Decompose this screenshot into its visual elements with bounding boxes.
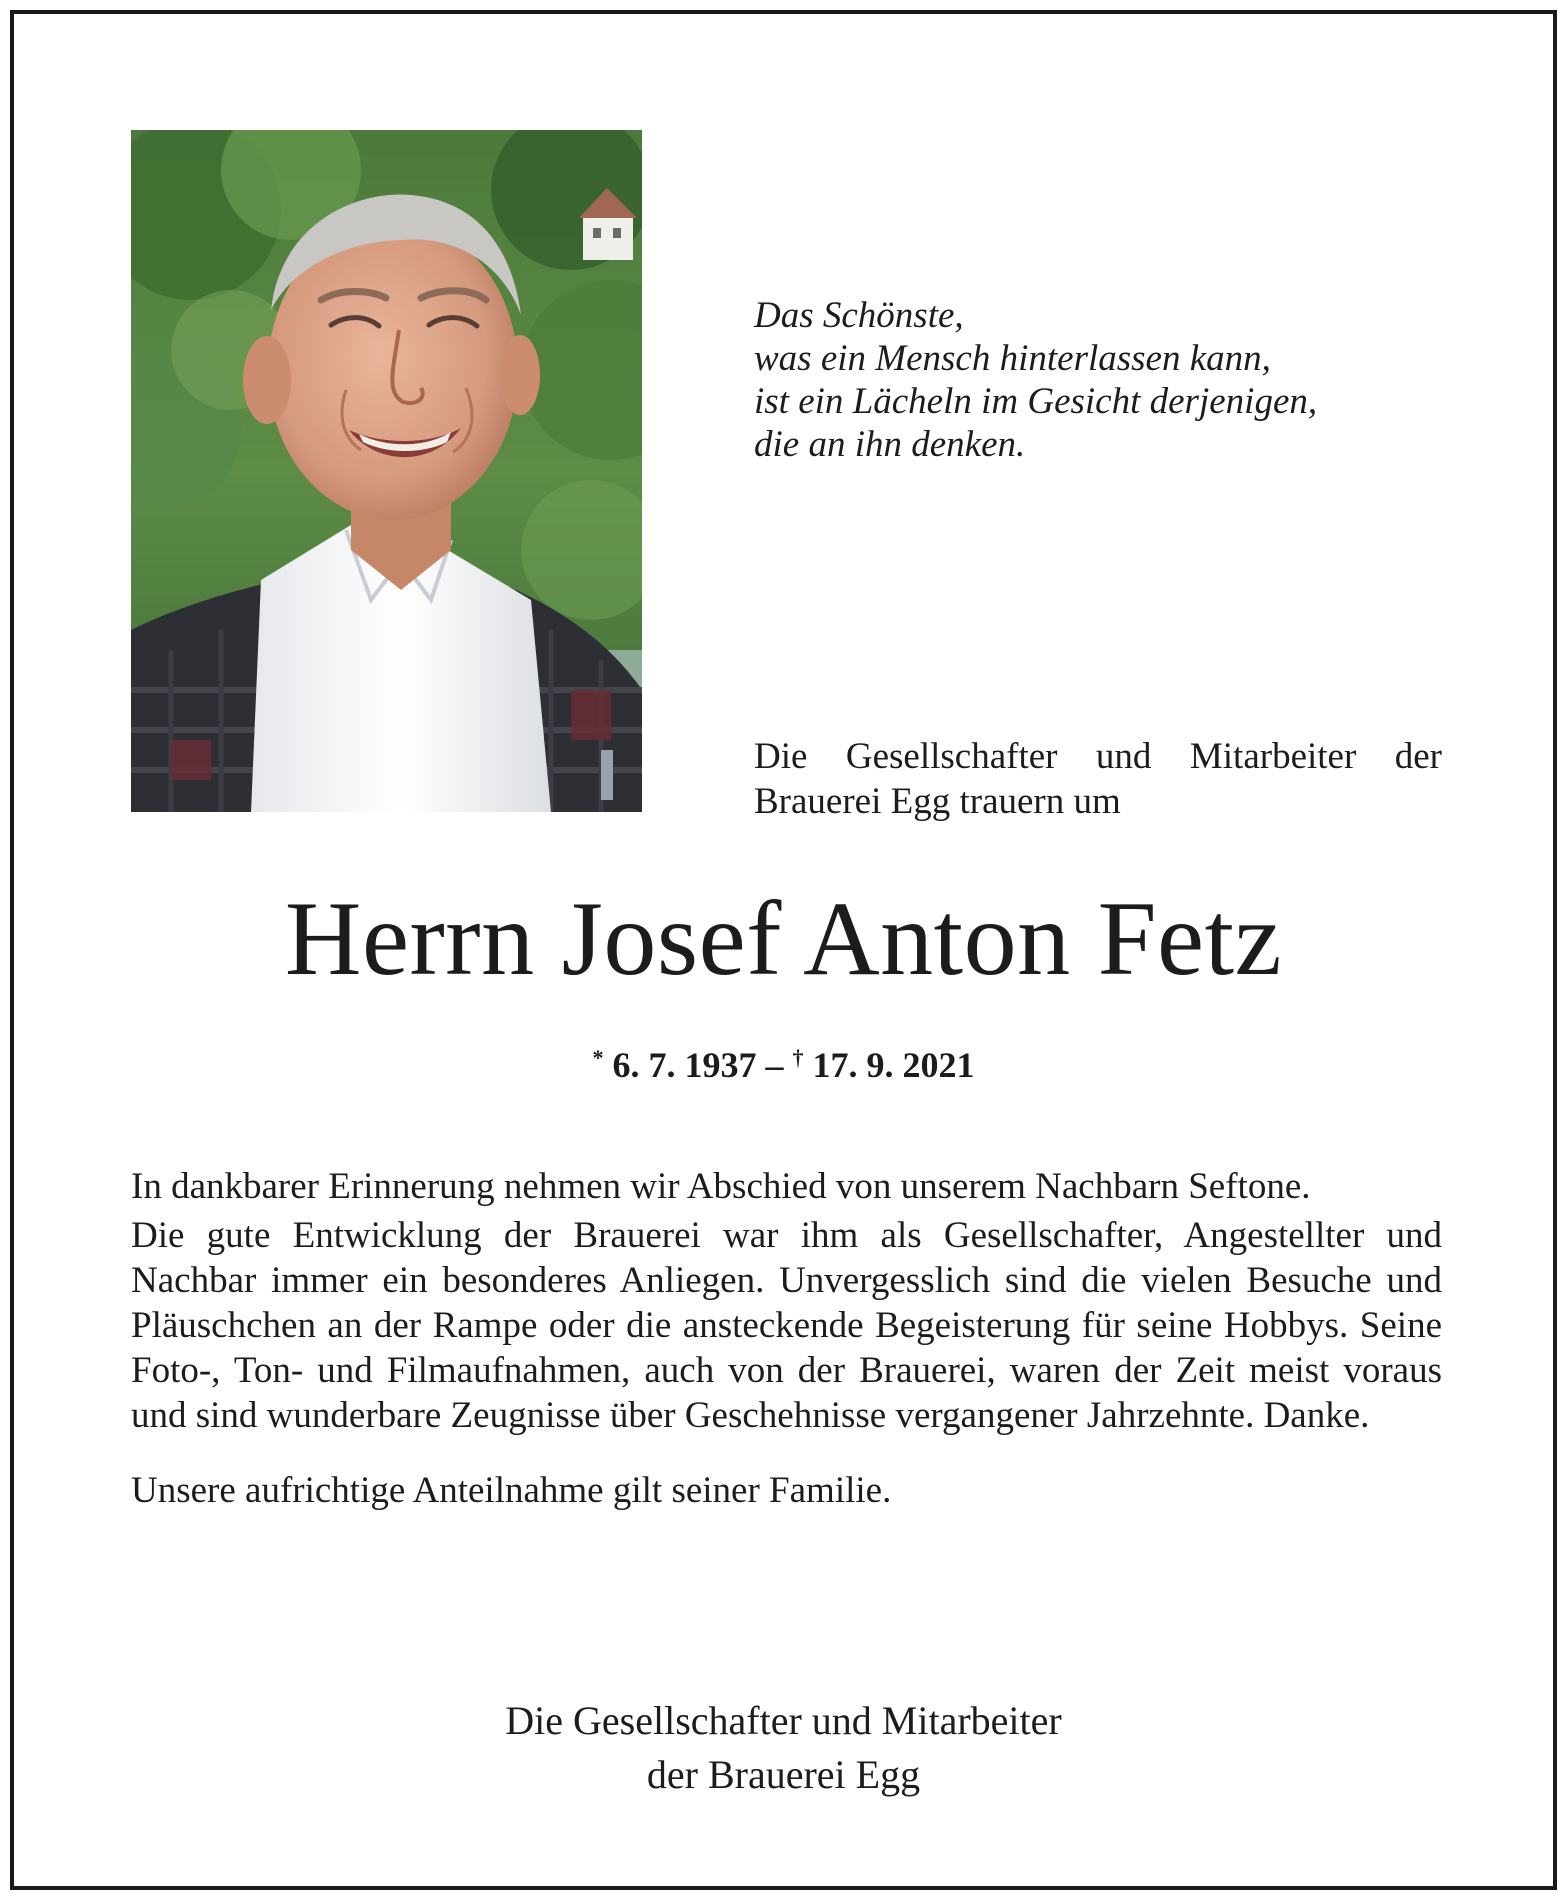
signature-block (14, 1694, 1553, 1802)
death-date: 17. 9. 2021 (812, 1045, 975, 1085)
signature-line-1: Die Gesellschafter und Mitarbeiter (505, 1698, 1062, 1743)
quote-line: die an ihn denken. (754, 424, 1026, 465)
deceased-name: Herrn Josef Anton Fetz (284, 880, 1283, 997)
death-symbol: † (792, 1045, 804, 1070)
life-dates (14, 1036, 1553, 1087)
mourning-intro (754, 734, 1442, 824)
obituary-body (131, 1164, 1442, 1513)
intro-line-2: Brauerei Egg trauern um (754, 781, 1121, 822)
intro-line-1: Die Gesellschafter und Mitarbeiter der (754, 736, 1442, 777)
body-paragraph-1: In dankbarer Erinnerung nehmen wir Abschied von unserem Nachbarn Seftone. (131, 1166, 1311, 1207)
portrait-photo (131, 130, 642, 812)
birth-date: 6. 7. 1937 (612, 1045, 757, 1085)
body-paragraph-3: Unsere aufrichtige Anteilnahme gilt seiner Familie. (131, 1470, 892, 1511)
birth-symbol: * (592, 1045, 604, 1070)
memorial-quote (754, 294, 1317, 466)
quote-line: ist ein Lächeln im Gesicht derjenigen, (754, 381, 1318, 422)
quote-line: Das Schönste, (754, 295, 964, 336)
signature-line-2: der Brauerei Egg (646, 1752, 921, 1797)
date-separator: – (765, 1045, 784, 1085)
quote-line: was ein Mensch hinterlassen kann, (754, 338, 1271, 379)
body-paragraph-2: Die gute Entwicklung der Brauerei war ihm als Gesellschafter, Angestellter und Nachbar immer ein besonderes Anliegen. Unvergesslich sind die vielen Besuche und Pläuschchen an der Rampe oder die ansteckende Begeisterung für seine Hobbys. Seine Foto-, Ton- und Filmaufnahmen, auch von der Brauerei, waren der Zeit meist voraus und sind wunderbare Zeugnisse über Geschehnisse vergangener Jahrzehnte. Danke. (131, 1215, 1442, 1436)
obituary-notice (10, 10, 1557, 1890)
